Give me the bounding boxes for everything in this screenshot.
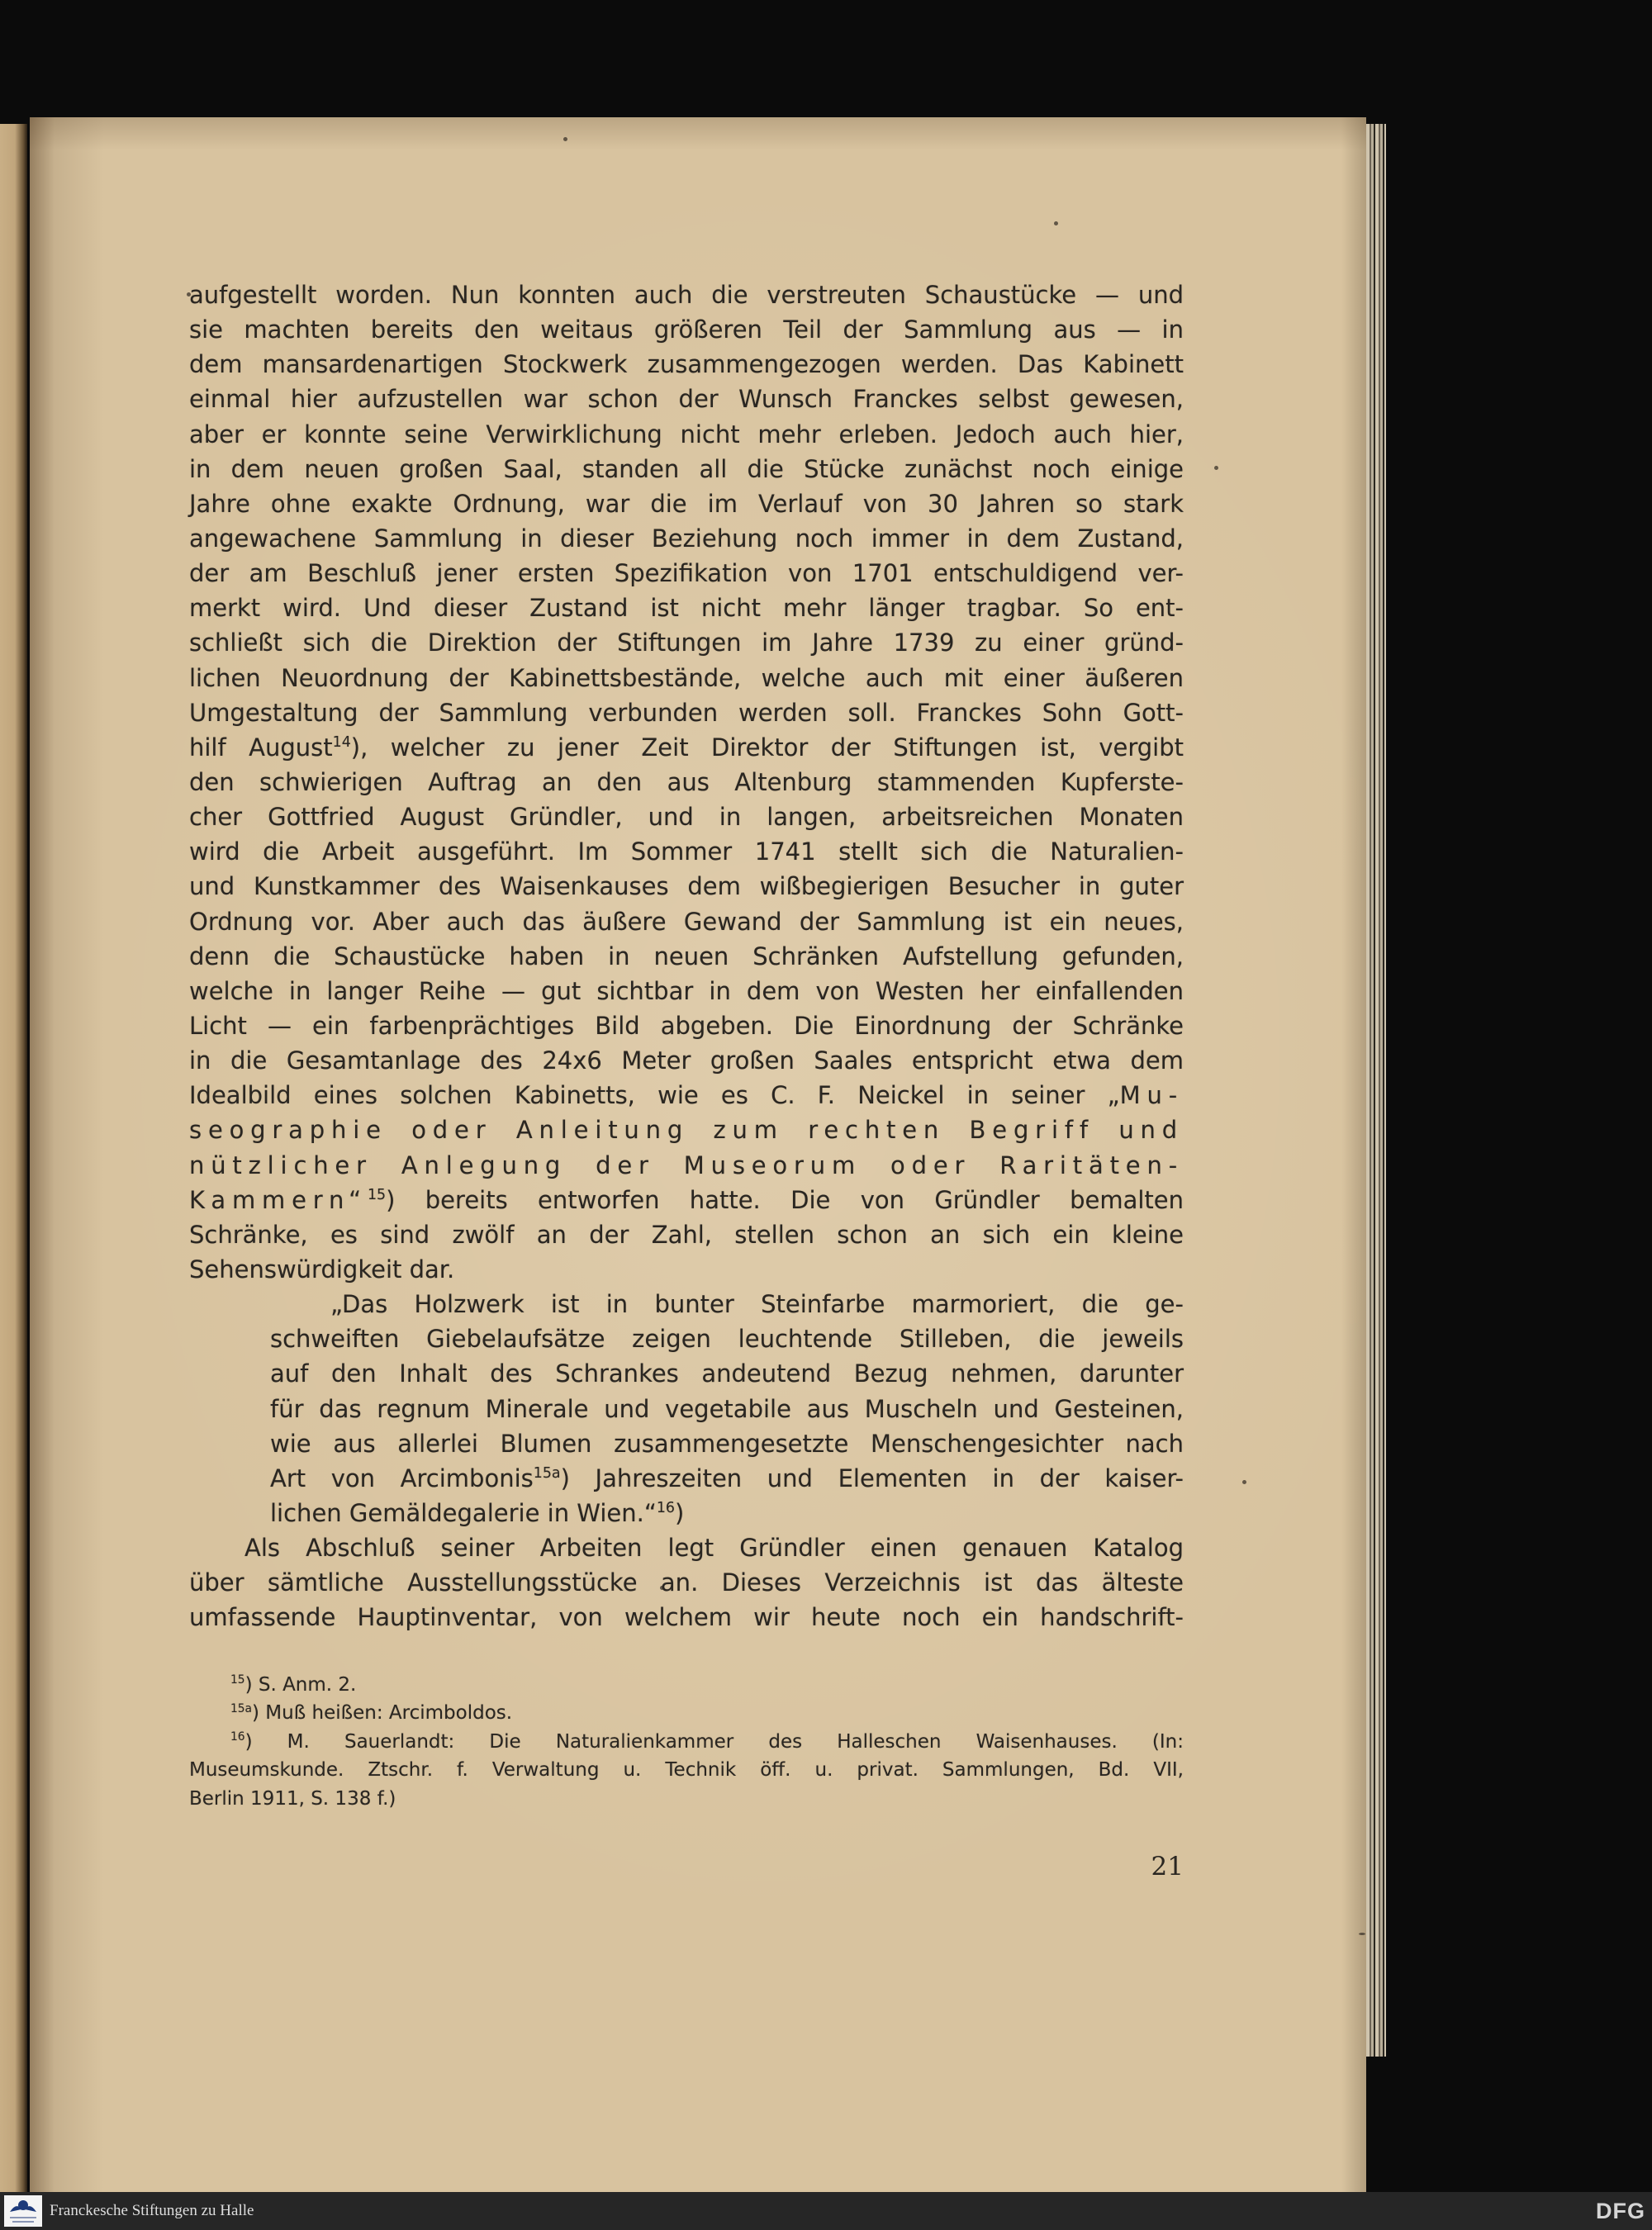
footnote-number: 15 <box>230 1673 245 1687</box>
line-text: ) <box>675 1498 685 1527</box>
body-line <box>189 521 1184 556</box>
line-text: ) Jahreszeiten und Elementen in der kaiser- <box>560 1464 1184 1492</box>
quote-line <box>270 1426 1184 1461</box>
body-line <box>189 730 1184 765</box>
footnote-text: Berlin 1911, S. 138 f.) <box>189 1787 396 1810</box>
page-number: 21 <box>1151 1852 1184 1881</box>
quote-line <box>270 1392 1184 1426</box>
body-line <box>189 1530 1184 1565</box>
dust-speck <box>1054 221 1058 225</box>
line-text: in dem neuen großen Saal, standen all die Stücke zunächst noch einige <box>189 454 1184 483</box>
body-line <box>189 347 1184 382</box>
footnote-number: 16 <box>230 1730 245 1744</box>
footnote-reference: 15 <box>367 1186 387 1203</box>
footnote-text: ) Muß heißen: Arcimboldos. <box>252 1702 513 1725</box>
line-text: ), welcher zu jener Zeit Direktor der Stiftungen ist, vergibt <box>350 733 1184 762</box>
body-line <box>189 1043 1184 1078</box>
dust-speck <box>1359 1933 1365 1935</box>
footnote-line <box>189 1756 1184 1784</box>
footnote-reference: 15a <box>533 1465 561 1482</box>
quote-line <box>270 1461 1184 1496</box>
line-text: und Kunstkammer des Waisenkauses dem wißbegierigen Besucher in guter <box>189 872 1184 901</box>
page-stack-edge <box>1366 124 1386 2057</box>
book-page <box>30 117 1366 2192</box>
line-text: auf den Inhalt des Schrankes andeutend Bezug nehmen, darunter <box>270 1359 1184 1388</box>
quote-line <box>270 1496 1184 1530</box>
line-text: schweiften Giebelaufsätze zeigen leuchtende Stilleben, die jeweils <box>270 1325 1184 1354</box>
viewer-footer-bar <box>0 2192 1652 2230</box>
dust-speck <box>1242 1480 1246 1484</box>
dust-speck <box>563 137 567 141</box>
paragraph <box>189 278 1184 1287</box>
footnote-number: 15a <box>230 1701 253 1715</box>
body-line <box>189 904 1184 939</box>
body-line <box>189 939 1184 974</box>
body-line <box>189 625 1184 660</box>
line-text: umfassende Hauptinventar, von welchem wir heute noch ein handschrift- <box>189 1603 1184 1632</box>
main-text-column <box>189 278 1184 1635</box>
body-line <box>189 1078 1184 1113</box>
quote-line <box>270 1287 1184 1321</box>
line-text: einmal hier aufzustellen war schon der Wunsch Franckes selbst gewesen, <box>189 385 1184 414</box>
footnote-text: ) S. Anm. 2. <box>244 1674 357 1696</box>
franckesche-stiftungen-logo-icon[interactable] <box>4 2195 42 2227</box>
line-text: denn die Schaustücke haben in neuen Schränken Aufstellung gefunden, <box>189 942 1184 970</box>
body-line <box>189 486 1184 521</box>
line-text: Sehenswürdigkeit dar. <box>189 1255 455 1283</box>
body-line <box>189 556 1184 591</box>
footnotes <box>189 1671 1184 1813</box>
dust-speck <box>1214 466 1218 470</box>
line-text: schließt sich die Direktion der Stiftungen im Jahre 1739 zu einer gründ- <box>189 629 1184 657</box>
body-line <box>189 869 1184 904</box>
body-line <box>189 278 1184 312</box>
body-line <box>189 1148 1184 1183</box>
footnote-line <box>189 1699 1184 1727</box>
dfg-logo[interactable]: DFG <box>1596 2199 1645 2223</box>
body-line <box>189 1600 1184 1635</box>
body-line <box>189 1252 1184 1287</box>
quote-line <box>270 1356 1184 1391</box>
body-line <box>189 765 1184 799</box>
line-text: für das regnum Minerale und vegetabile aus Muscheln und Gesteinen, <box>270 1394 1184 1423</box>
line-text: lichen Neuordnung der Kabinettsbestände, welche auch mit einer äußeren <box>189 663 1184 692</box>
body-line <box>189 661 1184 695</box>
body-line <box>189 452 1184 486</box>
spaced-title-text: seographie oder Anleitung zum rechten Begriff und <box>189 1116 1184 1145</box>
line-text: welche in langer Reihe — gut sichtbar in dem von Westen her einfallenden <box>189 976 1184 1005</box>
previous-page-edge <box>0 124 27 2192</box>
line-text: merkt wird. Und dieser Zustand ist nicht mehr länger tragbar. So ent- <box>189 594 1184 623</box>
body-line <box>189 799 1184 834</box>
line-text: hilf August <box>189 733 333 762</box>
line-text: Als Abschluß seiner Arbeiten legt Gründler einen genauen Katalog <box>244 1534 1184 1563</box>
line-text: über sämtliche Ausstellungsstücke an. Dieses Verzeichnis ist das älteste <box>189 1568 1184 1597</box>
body-line <box>189 1217 1184 1252</box>
institution-name: Franckesche Stiftungen zu Halle <box>50 2202 254 2219</box>
footnote-line <box>189 1785 1184 1813</box>
body-line <box>189 834 1184 869</box>
body-line <box>189 1565 1184 1600</box>
line-text: aber er konnte seine Verwirklichung nicht mehr erleben. Jedoch auch hier, <box>189 420 1184 448</box>
footnote-reference: 14 <box>332 734 351 752</box>
line-text: aufgestellt worden. Nun konnten auch die verstreuten Schaustücke — und <box>189 281 1184 309</box>
body-line <box>189 312 1184 347</box>
line-text: Art von Arcimbonis <box>270 1464 534 1492</box>
line-text: ) bereits entworfen hatte. Die von Gründler bemalten <box>386 1185 1184 1214</box>
line-text: lichen Gemäldegalerie in Wien.“ <box>270 1498 657 1527</box>
line-text: Jahre ohne exakte Ordnung, war die im Verlauf von 30 Jahren so stark <box>189 489 1184 518</box>
body-line <box>189 974 1184 1008</box>
line-text: cher Gottfried August Gründler, und in langen, arbeitsreichen Monaten <box>189 803 1184 832</box>
spaced-title-text: nützlicher Anlegung der Museorum oder Raritäten- <box>189 1151 1184 1179</box>
footnote-line <box>189 1728 1184 1756</box>
line-text: angewachene Sammlung in dieser Beziehung noch immer in dem Zustand, <box>189 524 1184 553</box>
quote-line <box>270 1321 1184 1356</box>
line-text: sie machten bereits den weitaus größeren Teil der Sammlung aus — in <box>189 316 1184 344</box>
body-line <box>189 1008 1184 1043</box>
block-quote <box>270 1287 1184 1530</box>
footnote-text: ) M. Sauerlandt: Die Naturalienkammer des Halleschen Waisenhauses. (In: <box>244 1730 1184 1753</box>
line-text: Umgestaltung der Sammlung verbunden werden soll. Franckes Sohn Gott- <box>189 698 1184 727</box>
line-text: in die Gesamtanlage des 24x6 Meter großen Saales entspricht etwa dem <box>189 1046 1184 1075</box>
line-text: dem mansardenartigen Stockwerk zusammengezogen werden. Das Kabinett <box>189 350 1184 379</box>
closing-paragraph <box>189 1530 1184 1635</box>
spaced-title-text: Mu- <box>1119 1081 1184 1110</box>
line-text: den schwierigen Auftrag an den aus Altenburg stammenden Kupferste- <box>189 767 1184 796</box>
line-text: Licht — ein farbenprächtiges Bild abgeben. Die Einordnung der Schränke <box>189 1011 1184 1040</box>
body-line <box>189 695 1184 730</box>
line-text: „Das Holzwerk ist in bunter Steinfarbe marmoriert, die ge- <box>330 1290 1184 1319</box>
body-line <box>189 1183 1184 1217</box>
footnote-reference: 16 <box>656 1500 675 1517</box>
body-line <box>189 591 1184 625</box>
line-text: wie aus allerlei Blumen zusammengesetzte Menschengesichter nach <box>270 1429 1184 1458</box>
line-text: der am Beschluß jener ersten Spezifikation von 1701 entschuldigend ver- <box>189 559 1184 588</box>
line-text: Idealbild eines solchen Kabinetts, wie es C. F. Neickel in seiner „ <box>189 1081 1120 1110</box>
line-text: Ordnung vor. Aber auch das äußere Gewand der Sammlung ist ein neues, <box>189 907 1184 936</box>
line-text: wird die Arbeit ausgeführt. Im Sommer 1741 stellt sich die Naturalien- <box>189 837 1184 866</box>
footnote-text: Museumskunde. Ztschr. f. Verwaltung u. Technik öff. u. privat. Sammlungen, Bd. VII, <box>189 1759 1184 1782</box>
body-line <box>189 382 1184 416</box>
body-line <box>189 417 1184 452</box>
body-line <box>189 1113 1184 1147</box>
footnote-line <box>189 1671 1184 1699</box>
line-text: Schränke, es sind zwölf an der Zahl, stellen schon an sich ein kleine <box>189 1220 1184 1249</box>
spaced-title-text: Kammern“ <box>189 1185 368 1214</box>
